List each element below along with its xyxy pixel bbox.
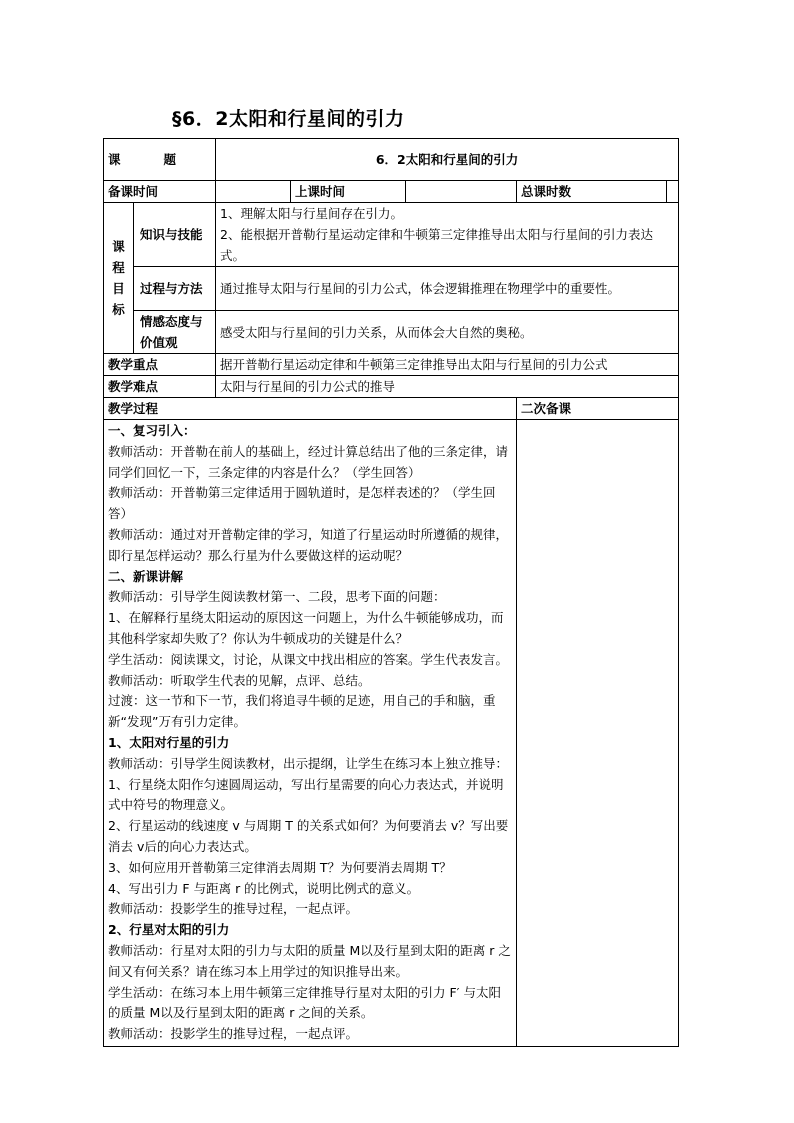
paragraph: 教师活动：投影学生的推导过程，一起点评。 [108,901,359,917]
paragraph: 过渡：这一节和下一节，我们将追寻牛顿的足迹，用自己的手和脑，重新“发现”万有引力定律。 [108,693,496,730]
paragraph: 2、行星运动的线速度 v 与周期 T 的关系式如何？为何要消去 v？写出要消去 v后的向心力表达式。 [108,818,509,854]
objective-process-row [104,267,679,311]
key-point-value: 据开普勒行星运动定律和牛顿第三定律推导出太阳与行星间的引力公式 [216,354,679,376]
paragraph: 教师活动：引导学生阅读教材第一、二段，思考下面的问题： [108,589,446,605]
subject-label: 课 题 [104,139,216,181]
key-point-label: 教学重点 [104,354,216,376]
difficulty-row [104,376,679,398]
subject-row [104,139,679,181]
class-time-value[interactable] [406,181,517,203]
prep-time-value[interactable] [216,181,291,203]
class-time-label: 上课时间 [291,181,406,203]
objectives-label: 课 程 目 标 [104,203,134,354]
second-prep-content[interactable] [517,420,679,1047]
paragraph: 教师活动：投影学生的推导过程，一起点评。 [108,1026,359,1042]
process-body-row [104,420,679,1047]
objective-attitude-row [104,311,679,354]
difficulty-value: 太阳与行星间的引力公式的推导 [216,376,679,398]
paragraph: 教师活动：行星对太阳的引力与太阳的质量 M以及行星到太阳的距离 r 之间又有何关系？请在练习本上用学过的知识推导出来。 [108,942,511,979]
sub-heading: 1、太阳对行星的引力 [108,734,230,750]
paragraph: 教师活动：开普勒在前人的基础上，经过计算总结出了他的三条定律，请同学们回忆一下，三条定律的内容是什么？（学生回答） [108,443,509,480]
section-heading: 二、新课讲解 [108,568,184,584]
objective-process-text: 通过推导太阳与行星间的引力公式，体会逻辑推理在物理学中的重要性。 [216,267,679,311]
paragraph: 1、行星绕太阳作匀速圆周运动，写出行星需要的向心力表达式，并说明式中符号的物理意义。 [108,776,504,813]
process-header-row [104,398,679,420]
total-hours-label: 总课时数 [517,181,667,203]
section-heading: 一、复习引入： [108,423,196,438]
process-content [104,420,517,1047]
objective-knowledge-text: 1、理解太阳与行星间存在引力。 2、能根据开普勒行星运动定律和牛顿第三定律推导出太阳与行星间的引力表达式。 [216,203,679,267]
paragraph: 学生活动：在练习本上用牛顿第三定律推导行星对太阳的引力 F′ 与太阳的质量 M以及行星到太阳的距离 r 之间的关系。 [108,984,501,1021]
paragraph: 教师活动：开普勒第三定律适用于圆轨道时，是怎样表述的？（学生回答） [108,485,496,522]
paragraph: 1、在解释行星绕太阳运动的原因这一问题上，为什么牛顿能够成功，而其他科学家却失败了？你认为牛顿成功的关键是什么？ [108,610,504,646]
process-label: 教学过程 [104,398,517,420]
subject-value: 6．2太阳和行星间的引力 [216,139,679,181]
key-point-row [104,354,679,376]
objective-attitude-name: 情感态度与价值观 [134,311,216,354]
paragraph: 教师活动：引导学生阅读教材，出示提纲，让学生在练习本上独立推导： [108,755,509,771]
lesson-plan-table [103,138,679,1047]
paragraph: 4、写出引力 F 与距离 r 的比例式，说明比例式的意义。 [108,880,420,896]
total-hours-value[interactable] [667,181,679,203]
paragraph: 学生活动：阅读课文，讨论，从课文中找出相应的答案。学生代表发言。 [108,651,509,667]
paragraph: 3、如何应用开普勒第三定律消去周期 T？为何要消去周期 T？ [108,859,452,875]
objective-attitude-text: 感受太阳与行星间的引力关系，从而体会大自然的奥秘。 [216,311,679,354]
paragraph: 教师活动：通过对开普勒定律的学习，知道了行星运动时所遵循的规律，即行星怎样运动？那么行星为什么要做这样的运动呢？ [108,526,509,563]
objective-process-name: 过程与方法 [134,267,216,311]
difficulty-label: 教学难点 [104,376,216,398]
second-prep-label: 二次备课 [517,398,679,420]
objective-knowledge-row [104,203,679,267]
schedule-row [104,181,679,203]
prep-time-label: 备课时间 [104,181,216,203]
objective-knowledge-name: 知识与技能 [134,203,216,267]
paragraph: 教师活动：听取学生代表的见解，点评、总结。 [108,672,371,688]
sub-heading: 2、行星对太阳的引力 [108,922,230,938]
page-title: §6．2太阳和行星间的引力 [172,108,405,130]
